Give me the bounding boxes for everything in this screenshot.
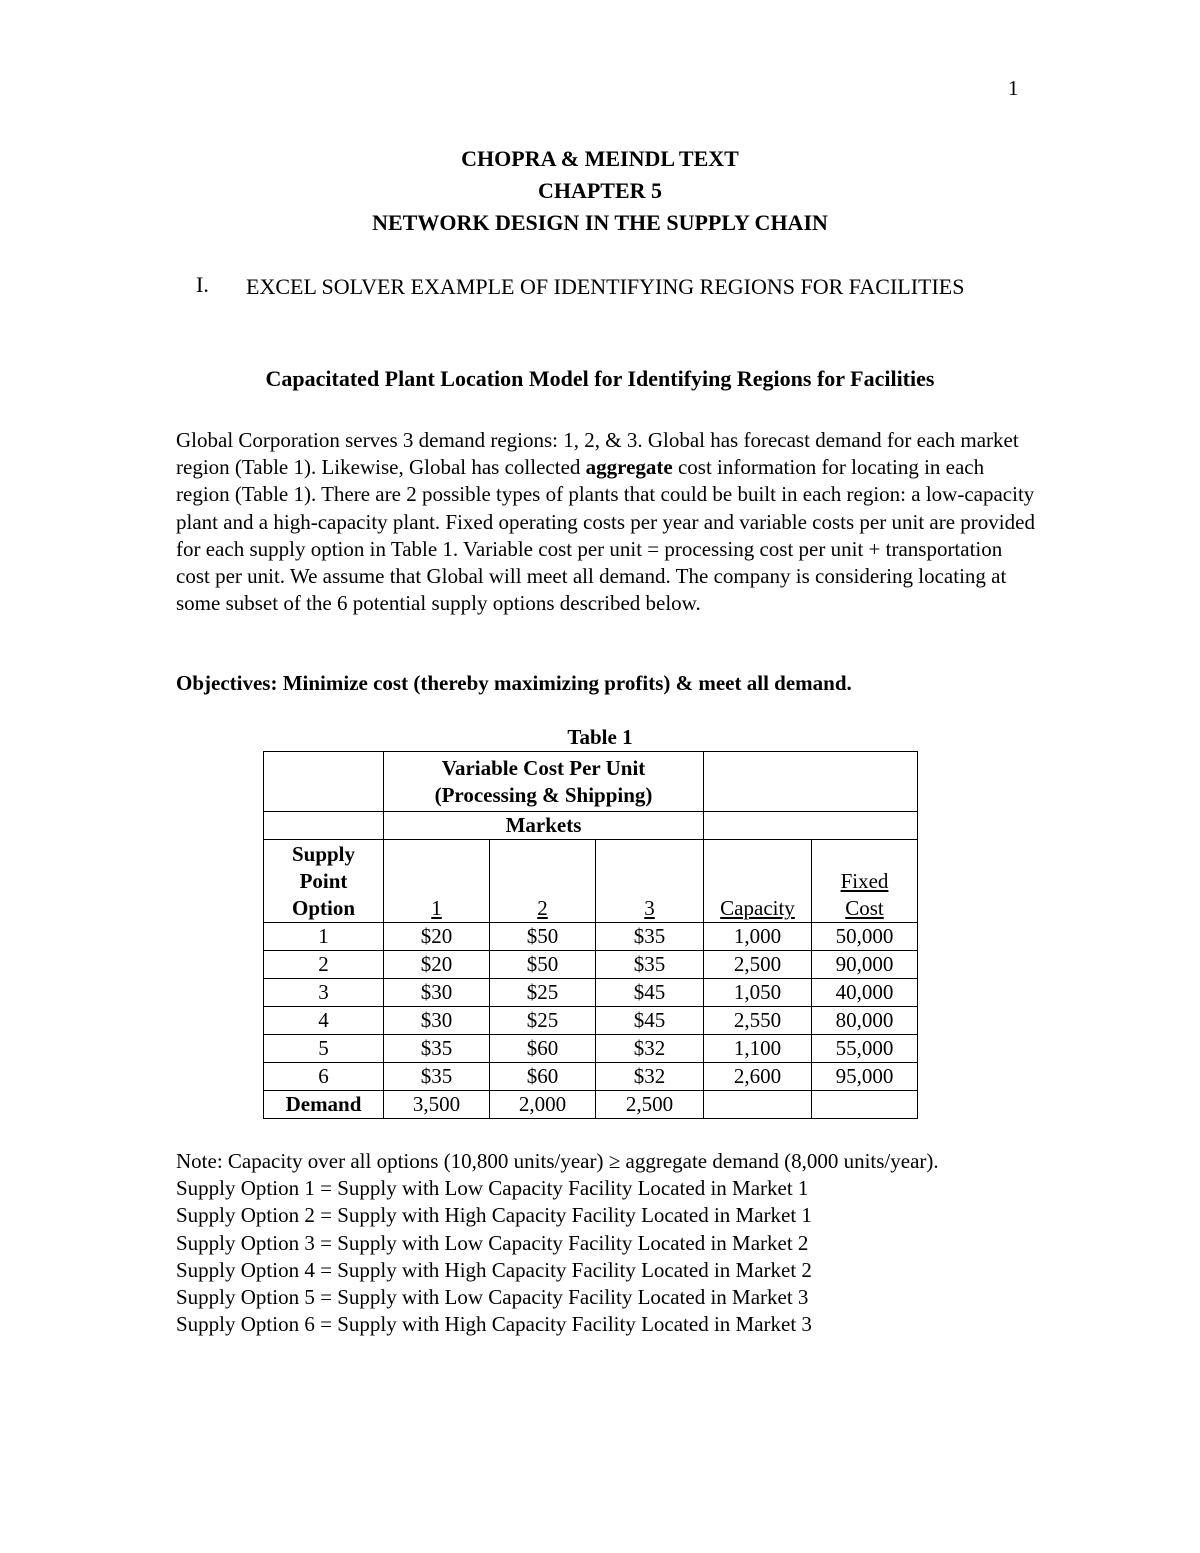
market-3-cost-cell: $32	[596, 1063, 704, 1091]
table-caption: Table 1	[567, 725, 633, 749]
option-cell: 4	[264, 1007, 384, 1035]
table-row	[264, 1063, 918, 1091]
empty-header-cell	[264, 752, 384, 812]
document-heading	[0, 143, 1200, 239]
market-3-cost-cell: $32	[596, 1035, 704, 1063]
intro-bold-word: aggregate	[585, 455, 673, 480]
intro-text-part-2: cost information for locating in each region (Table 1). There are 2 possible types of plants that could be built in each region: a low-capacity plant and a high-capacity plant. Fixed operating costs per year and variable costs per unit are provided for each supply option in Table 1. Variable cost per unit = processing cost per unit + transportation cost per unit. We assume that Global will meet all demand. The company is considering locating at some subset of the 6 potential supply options described below.	[176, 455, 1035, 616]
capacity-header: Capacity	[704, 840, 812, 923]
market-2-cost-cell: $60	[490, 1035, 596, 1063]
table-row	[264, 979, 918, 1007]
option-cell: 3	[264, 979, 384, 1007]
demand-market-1: 3,500	[384, 1091, 490, 1119]
supply-option-header	[264, 840, 384, 923]
option-cell: 1	[264, 923, 384, 951]
demand-label: Demand	[264, 1091, 384, 1119]
cost-table	[263, 751, 918, 1119]
market-1-cost-cell: $30	[384, 1007, 490, 1035]
empty-header-cell	[704, 752, 918, 812]
table-row	[264, 951, 918, 979]
fixed-cost-cell: 90,000	[812, 951, 918, 979]
market-3-cost-cell: $35	[596, 923, 704, 951]
model-subtitle: Capacitated Plant Location Model for Identifying Regions for Facilities	[265, 366, 935, 391]
fixed-cost-cell: 55,000	[812, 1035, 918, 1063]
capacity-cell: 1,100	[704, 1035, 812, 1063]
markets-row	[264, 812, 918, 840]
section-number: I.	[196, 272, 209, 297]
supply-option-note: Supply Option 5 = Supply with Low Capacity Facility Located in Market 3	[176, 1285, 809, 1310]
empty-cell	[704, 1091, 812, 1119]
empty-header-cell	[704, 812, 918, 840]
market-1-header: 1	[384, 840, 490, 923]
supply-option-note: Supply Option 1 = Supply with Low Capacity Facility Located in Market 1	[176, 1176, 809, 1201]
fixed-cost-header	[812, 840, 918, 923]
market-1-cost-cell: $30	[384, 979, 490, 1007]
page-number: 1	[1008, 76, 1019, 100]
market-1-cost-cell: $20	[384, 951, 490, 979]
capacity-note: Note: Capacity over all options (10,800 units/year) ≥ aggregate demand (8,000 units/year).	[176, 1149, 939, 1173]
demand-market-3: 2,500	[596, 1091, 704, 1119]
empty-header-cell	[264, 812, 384, 840]
option-cell: 6	[264, 1063, 384, 1091]
heading-line-3: NETWORK DESIGN IN THE SUPPLY CHAIN	[372, 210, 828, 235]
market-2-cost-cell: $25	[490, 1007, 596, 1035]
market-1-cost-cell: $35	[384, 1035, 490, 1063]
supply-option-note: Supply Option 6 = Supply with High Capacity Facility Located in Market 3	[176, 1312, 812, 1337]
supply-option-header-line-1: Supply	[291, 842, 356, 866]
fixed-cost-header-line-1: Fixed	[840, 869, 889, 893]
supply-option-note: Supply Option 3 = Supply with Low Capacity Facility Located in Market 2	[176, 1230, 809, 1255]
market-3-cost-cell: $35	[596, 951, 704, 979]
market-2-cost-cell: $25	[490, 979, 596, 1007]
section-title: EXCEL SOLVER EXAMPLE OF IDENTIFYING REGIONS FOR FACILITIES	[246, 274, 965, 299]
column-header-row	[264, 840, 918, 923]
capacity-cell: 2,500	[704, 951, 812, 979]
fixed-cost-header-line-2: Cost	[845, 896, 884, 920]
table-row	[264, 923, 918, 951]
table-group-header-row	[264, 752, 918, 812]
capacity-cell: 1,000	[704, 923, 812, 951]
intro-paragraph	[176, 427, 1036, 617]
fixed-cost-cell: 40,000	[812, 979, 918, 1007]
fixed-cost-cell: 95,000	[812, 1063, 918, 1091]
objectives-line: Objectives: Minimize cost (thereby maximizing profits) & meet all demand.	[176, 671, 852, 695]
notes-block	[176, 1148, 1036, 1338]
option-cell: 5	[264, 1035, 384, 1063]
capacity-cell: 1,050	[704, 979, 812, 1007]
market-3-header: 3	[596, 840, 704, 923]
heading-line-2: CHAPTER 5	[537, 178, 663, 203]
market-2-cost-cell: $60	[490, 1063, 596, 1091]
table-row	[264, 1007, 918, 1035]
supply-option-note: Supply Option 4 = Supply with High Capacity Facility Located in Market 2	[176, 1257, 812, 1282]
supply-option-header-line-3: Option	[291, 896, 356, 920]
market-1-cost-cell: $35	[384, 1063, 490, 1091]
demand-row	[264, 1091, 918, 1119]
market-2-header: 2	[490, 840, 596, 923]
market-2-cost-cell: $50	[490, 951, 596, 979]
capacity-cell: 2,600	[704, 1063, 812, 1091]
variable-cost-header	[384, 752, 704, 812]
empty-cell	[812, 1091, 918, 1119]
market-1-cost-cell: $20	[384, 923, 490, 951]
supply-option-header-line-2: Point	[299, 869, 348, 893]
option-cell: 2	[264, 951, 384, 979]
capacity-cell: 2,550	[704, 1007, 812, 1035]
fixed-cost-cell: 80,000	[812, 1007, 918, 1035]
markets-header: Markets	[384, 812, 704, 840]
table-row	[264, 1035, 918, 1063]
market-3-cost-cell: $45	[596, 1007, 704, 1035]
supply-option-note: Supply Option 2 = Supply with High Capacity Facility Located in Market 1	[176, 1203, 812, 1228]
fixed-cost-cell: 50,000	[812, 923, 918, 951]
market-2-cost-cell: $50	[490, 923, 596, 951]
heading-line-1: CHOPRA & MEINDL TEXT	[461, 146, 739, 171]
demand-market-2: 2,000	[490, 1091, 596, 1119]
market-3-cost-cell: $45	[596, 979, 704, 1007]
variable-cost-header-line-2: (Processing & Shipping)	[434, 782, 653, 807]
variable-cost-header-line-1: Variable Cost Per Unit	[441, 755, 646, 780]
intro-text-part-1: Global Corporation serves 3 demand regions: 1, 2, & 3. Global has forecast demand for each market region (Table 1). Likewise, Global has collected	[176, 428, 1019, 480]
